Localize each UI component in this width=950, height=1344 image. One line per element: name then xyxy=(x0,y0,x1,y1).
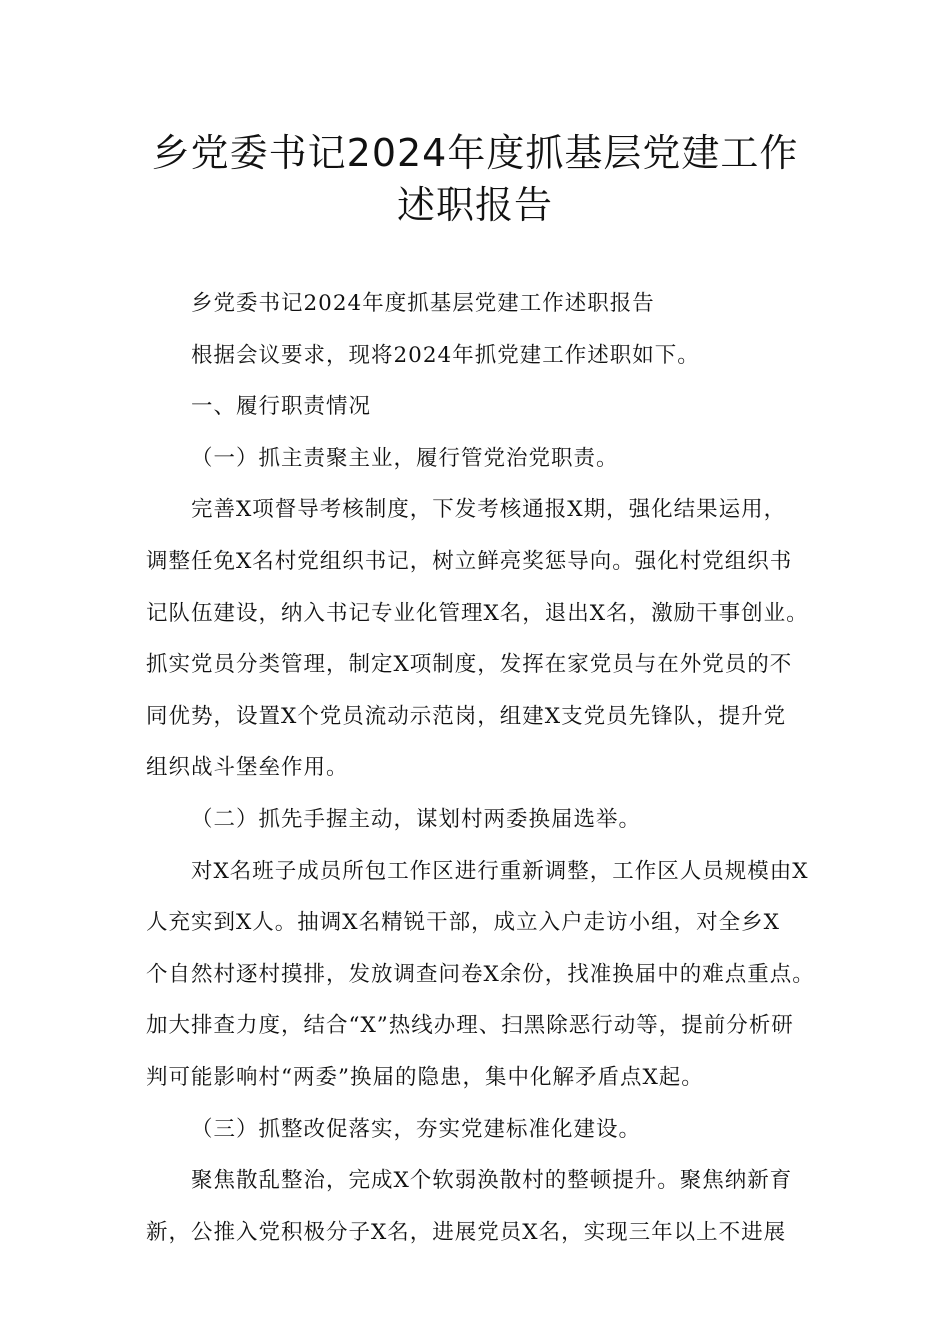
paragraph-line: 完善X项督导考核制度，下发考核通报X期，强化结果运用， xyxy=(191,497,787,523)
document-title-line-2: 述职报告 xyxy=(396,183,553,227)
paragraph-line: 聚焦散乱整治，完成X个软弱涣散村的整顿提升。聚焦纳新育 xyxy=(191,1168,793,1194)
subsection-2-heading: （二）抓先手握主动，谋划村两委换届选举。 xyxy=(191,806,642,832)
paragraph-line: 新，公推入党积极分子X名，进展党员X名，实现三年以上不进展 xyxy=(146,1219,787,1245)
paragraph-line: 对X名班子成员所包工作区进行重新调整，工作区人员规模由X xyxy=(191,858,809,884)
subsection-1-heading: （一）抓主责聚主业，履行管党治党职责。 xyxy=(191,445,619,471)
paragraph-line: 同优势，设置X个党员流动示范岗，组建X支党员先锋队，提升党 xyxy=(146,703,787,729)
subsection-2-paragraph xyxy=(146,846,816,1104)
paragraph-line: 调整任免X名村党组织书记，树立鲜亮奖惩导向。强化村党组织书 xyxy=(146,548,793,574)
paragraph-line: 人充实到X人。抽调X名精锐干部，成立入户走访小组，对全乡X xyxy=(146,910,780,936)
paragraph-line: 加大排查力度，结合“X”热线办理、扫黑除恶行动等，提前分析研 xyxy=(146,1013,794,1039)
document-title-line-1: 乡党委书记2024年度抓基层党建工作 xyxy=(151,131,799,175)
paragraph-line: 组织战斗堡垒作用。 xyxy=(146,755,349,781)
paragraph-line: 判可能影响村“两委”换届的隐患，集中化解矛盾点X起。 xyxy=(146,1064,704,1090)
subsection-1-paragraph xyxy=(146,484,816,794)
subsection-3-paragraph xyxy=(146,1155,816,1258)
paragraph-line: 记队伍建设，纳入书记专业化管理X名，退出X名，激励干事创业。 xyxy=(146,600,809,626)
subsection-3-heading: （三）抓整改促落实，夯实党建标准化建设。 xyxy=(191,1116,642,1142)
paragraph-line: 个自然村逐村摸排，发放调查问卷X余份，找准换届中的难点重点。 xyxy=(146,961,815,987)
document-body xyxy=(146,278,816,1258)
paragraph-line: 抓实党员分类管理，制定X项制度，发挥在家党员与在外党员的不 xyxy=(146,652,793,678)
intro-paragraph: 根据会议要求，现将2024年抓党建工作述职如下。 xyxy=(191,342,700,368)
section-1-heading: 一、履行职责情况 xyxy=(191,394,372,420)
subtitle-paragraph: 乡党委书记2024年度抓基层党建工作述职报告 xyxy=(191,291,655,316)
